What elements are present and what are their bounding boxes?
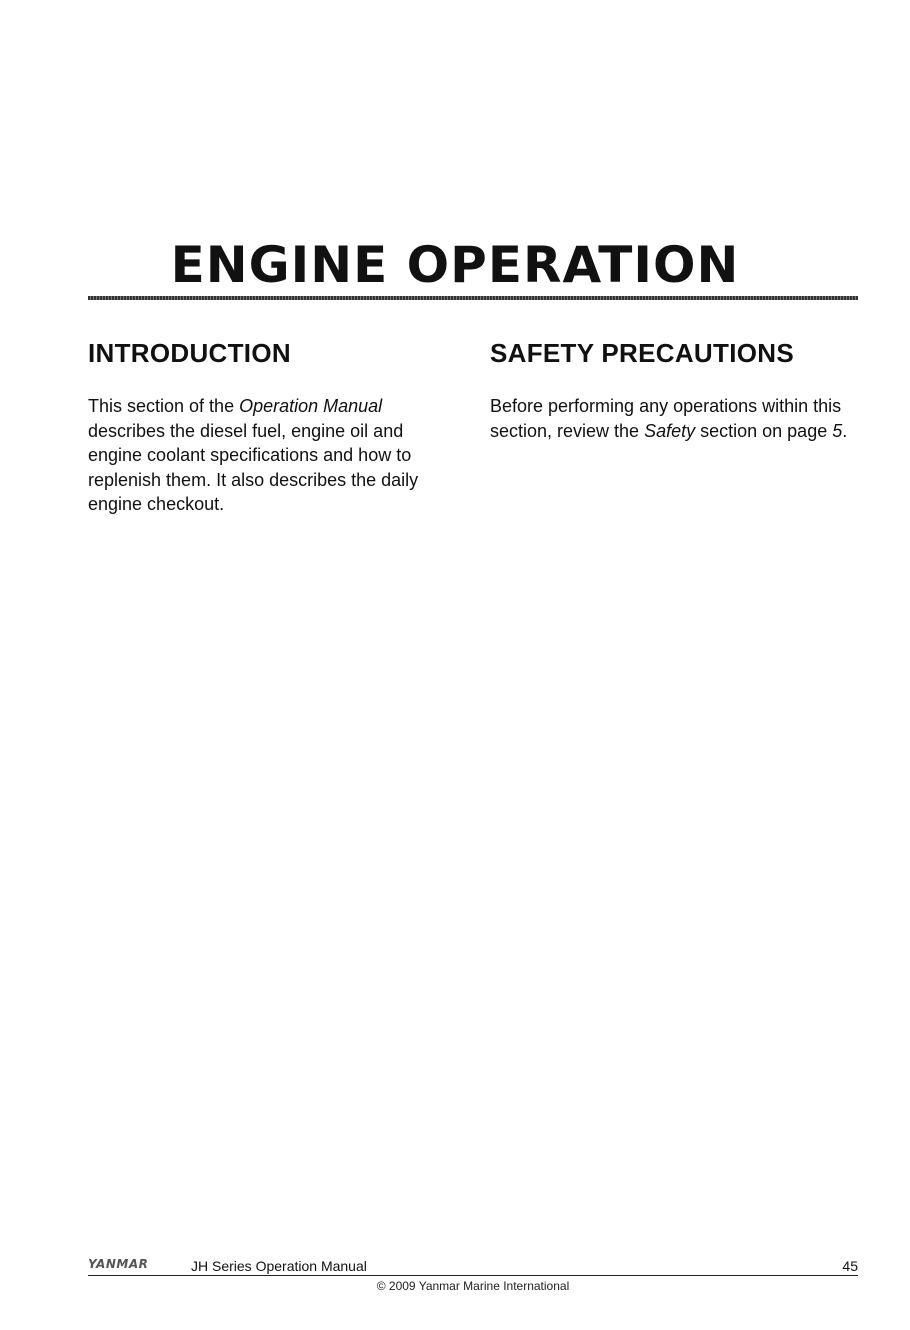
safety-text-4: 5 (832, 420, 843, 441)
page-footer (88, 1255, 858, 1293)
safety-text-5: . (842, 420, 848, 441)
yanmar-logo: YANMAR (88, 1257, 149, 1271)
chapter-title: ENGINE OPERATION (170, 236, 740, 294)
safety-precautions-section (490, 336, 865, 443)
copyright-notice: © 2009 Yanmar Marine International (376, 1279, 570, 1293)
title-divider (88, 296, 858, 300)
footer-row (88, 1255, 858, 1276)
introduction-body (88, 394, 453, 517)
introduction-heading: INTRODUCTION (88, 338, 291, 368)
safety-text-2: Safety (644, 420, 696, 441)
page-number: 45 (842, 1258, 858, 1274)
introduction-section (88, 336, 453, 517)
intro-text-3: describes the diesel fuel, engine oil and engine coolant specifications and how to replenish them. It also describes the daily engine checkout. (88, 420, 419, 514)
manual-name: JH Series Operation Manual (191, 1258, 367, 1274)
safety-text-3: section on page (695, 420, 833, 441)
intro-text-2: Operation Manual (239, 396, 383, 416)
safety-precautions-body (490, 394, 865, 443)
intro-text-1: This section of the (88, 396, 240, 416)
safety-text-1: Before performing any operations within this section, review the (490, 396, 842, 441)
safety-precautions-heading: SAFETY PRECAUTIONS (490, 338, 794, 368)
